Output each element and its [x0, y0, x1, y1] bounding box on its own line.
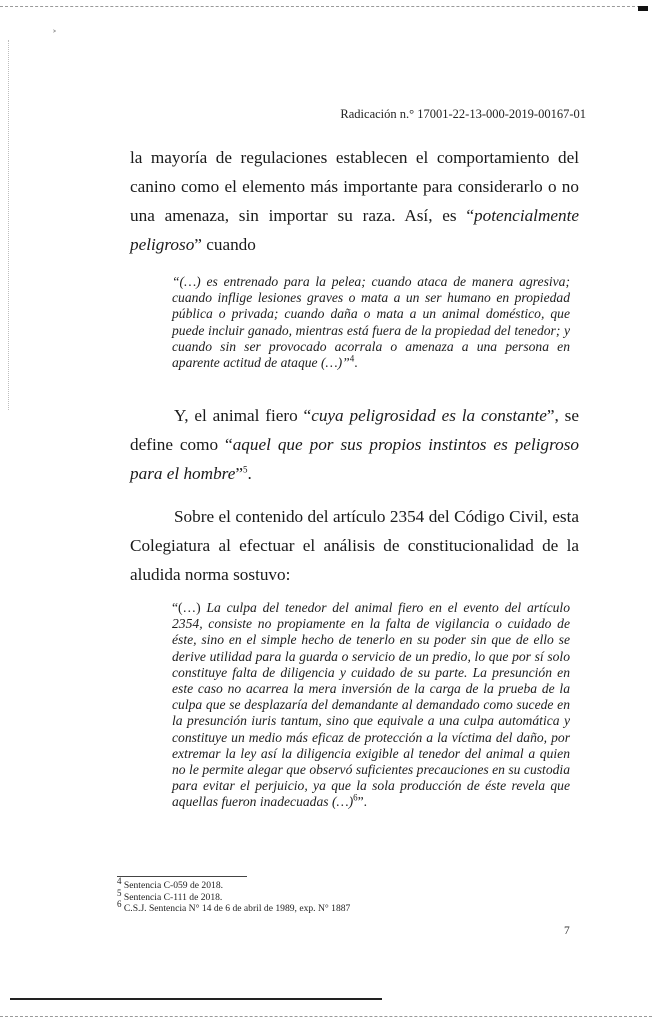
- footnote-4-text: Sentencia C-059 de 2018.: [123, 880, 224, 891]
- scan-border-top: [0, 6, 640, 7]
- footnote-6-number: 6: [117, 898, 122, 909]
- paragraph-animal-fiero-text-1: Y, el animal fiero “: [174, 406, 312, 425]
- scan-bottom-rule: [10, 998, 382, 1000]
- paragraph-animal-fiero-italic-2: aquel que por sus propios instintos es peligroso para el hombre: [130, 435, 580, 483]
- footnote-ref-6: 6: [353, 792, 358, 803]
- paragraph-regulaciones-text: la mayoría de regulaciones establecen el comportamiento del canino como el elemento más importante para considerarlo o no una amenaza, sin importar su raza. Así, es “: [130, 148, 579, 225]
- footnote-5-text: Sentencia C-111 de 2018.: [123, 891, 223, 903]
- paragraph-regulaciones: [130, 143, 579, 259]
- footnote-5: [117, 887, 537, 904]
- footnotes: [117, 875, 537, 915]
- paragraph-animal-fiero-text-3: ”: [235, 464, 243, 483]
- paragraph-animal-fiero-text-2: ”, se define como “: [130, 406, 579, 454]
- footnote-5-number: 5: [117, 887, 122, 898]
- paragraph-animal-fiero-italic-1: cuya peligrosidad es la constante: [311, 406, 547, 425]
- paragraph-regulaciones-italic: potencialmente peligroso: [130, 206, 579, 254]
- scan-border-bottom: [0, 1016, 652, 1017]
- quote-culpa-open: “(…): [172, 600, 207, 615]
- footnote-separator: [117, 876, 247, 877]
- paragraph-articulo-2354-text: Sobre el contenido del artículo 2354 del Código Civil, esta Colegiatura al efectuar el análisis de constitucionalidad de la aludida norma sostuvo:: [130, 507, 579, 584]
- footnote-6-text: C.S.J. Sentencia N° 14 de 6 de abril de 1989, exp. N° 1887: [123, 903, 351, 914]
- quote-peligroso: “(…) es entrenado para la pelea; cuando ataca de manera agresiva; cuando inflige lesiones graves o mata a un ser humano en propiedad pública o privada; cuando daña o mata a un animal doméstico, que puede incluir ganado, mientras está fuera de la propiedad del tenedor; y cuando sin ser provocado acorrala o amenaza a una persona en aparente actitud de ataque (…)”$^4$.: [172, 274, 570, 371]
- footnote-6: [117, 898, 537, 915]
- scan-mark: [638, 6, 648, 11]
- footnote-ref-5: 5: [242, 464, 248, 475]
- paragraph-animal-fiero: Y, el animal fiero “cuya peligrosidad es la constante”, se define como “aquel que por sus propios instintos es peligroso para el hombre”$^5$.: [130, 406, 580, 483]
- quote-culpa-close: ”.: [357, 794, 368, 810]
- case-number-header: Radicación n.° 17001-22-13-000-2019-00167-01: [340, 107, 586, 121]
- paragraph-regulaciones-tail: ” cuando: [194, 235, 256, 254]
- footnote-ref-4: 4: [349, 353, 355, 364]
- footnote-4: [117, 875, 537, 892]
- scan-speck: ˃: [52, 30, 57, 41]
- quote-peligroso-text: “(…) es entrenado para la pelea; cuando ataca de manera agresiva; cuando inflige lesiones graves o mata a un ser humano en propiedad pública o privada; cuando daña o mata a un animal doméstico, que puede incluir ganado, mientras está fuera de la propiedad del tenedor; y cuando sin ser provocado acorrala o amenaza a una persona en aparente actitud de ataque (…)”: [172, 274, 570, 371]
- scan-border-left: [8, 40, 9, 410]
- page-number: 7: [564, 925, 570, 937]
- footnote-4-number: 4: [117, 875, 122, 886]
- paragraph-articulo-2354: [130, 502, 579, 589]
- quote-culpa-tenedor: [172, 600, 570, 811]
- quote-culpa-text: La culpa del tenedor del animal fiero en el evento del artículo 2354, consiste no propiamente en la falta de vigilancia o cuidado de éste, sino en el simple hecho de tenerlo en su poder sin que de ello se derive utilidad para la guarda o servicio de un predio, lo que por sí solo constituye falta de diligencia y cuidado de su parte. La presunción en este caso no acarrea la mera inversión de la carga de la prueba de la culpa que se desplazaría del demandante al demandado como sucede en la presunción iuris tantum, sino que equivale a una culpa automática y constituye un medio más eficaz de protección a la víctima del daño, por extremar la ley así la diligencia exigible al tenedor del animal a quien no le permite alegar que observó suficientes precauciones en su custodia para evitar el perjuicio, ya que la sola producción de éste revela que aquellas fueron inadecuadas (…): [172, 600, 570, 810]
